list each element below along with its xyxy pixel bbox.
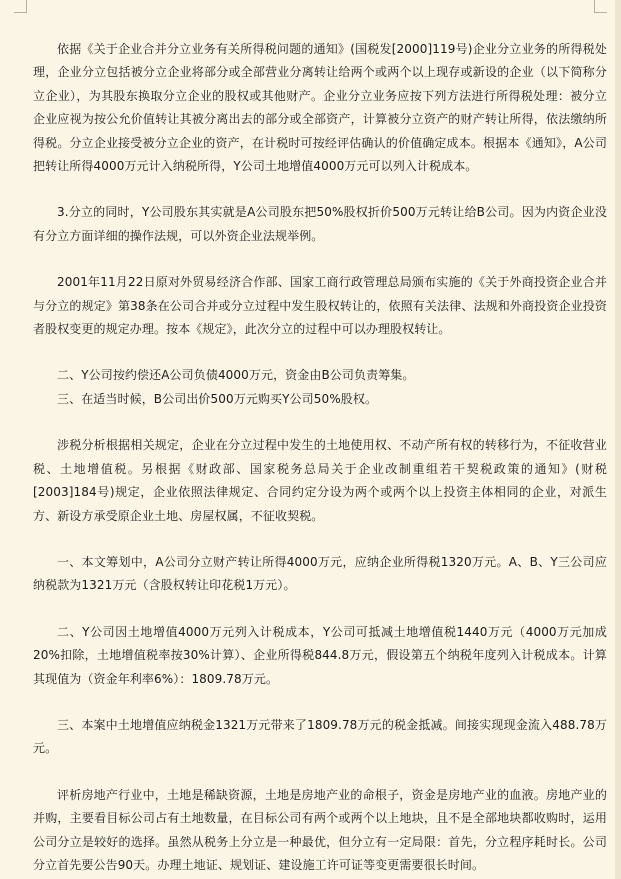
paragraph: 二、Y公司因土地增值4000万元列入计税成本，Y公司可抵减土地增值税1440万元（4000万元加成20%扣除，土地增值税率按30%计算）、企业所得税844.8万元，假设第五个纳税年度列入计税成本。计算其现值为（资金年利率6%）：1809.78万元。 bbox=[33, 624, 607, 686]
paragraph: 涉税分析根据相关规定，企业在分立过程中发生的土地使用权、不动产所有权的转移行为，不征收营业税、土地增值税。另根据《财政部、国家税务总局关于企业改制重组若干契税政策的通知》(财税[2003]184号)规定，企业依照法律规定、合同约定分设为两个或两个以上投资主体相同的企业，对派生方、新设方承受原企业土地、房屋权属，不征收契税。 bbox=[33, 438, 607, 523]
paragraph: 三、本案中土地增值应纳税金1321万元带来了1809.78万元的税金抵减。间接实现现金流入488.78万元。 bbox=[33, 717, 607, 756]
paragraph: 三、在适当时候，B公司出价500万元购买Y公司50%股权。 bbox=[57, 391, 378, 406]
paragraph: 3.分立的同时，Y公司股东其实就是A公司股东把50%股权折价500万元转让给B公司。因为内资企业没有分立方面详细的操作法规，可以外资企业法规举例。 bbox=[33, 205, 607, 243]
document-body bbox=[33, 38, 607, 877]
page-edge bbox=[615, 0, 621, 879]
paragraph: 依据《关于企业合并分立业务有关所得税问题的通知》(国税发[2000]119号)企业分立业务的所得税处理，企业分立包括被分立企业将部分或全部营业分离转让给两个或两个以上现存或新设的企业（以下简称分立企业），为其股东换取分立企业的股权或其他财产。企业分立业务应按下列方法进行所得税处理：被分立企业应视为按公允价值转让其被分离出去的部分或全部资产，计算被分立资产的财产转让所得，依法缴纳所得税。分立企业接受被分立企业的资产，在计税时可按经评估确认的价值确定成本。根据本《通知》，A公司把转让所得4000万元计入纳税所得，Y公司土地增值4000万元可以列入计税成本。 bbox=[33, 42, 607, 174]
paragraph: 2001年11月22日原对外贸易经济合作部、国家工商行政管理总局颁布实施的《关于外商投资企业合并与分立的规定》第38条在公司合并或分立过程中发生股权转让的，依照有关法律、法规和外商投资企业投资者股权变更的规定办理。按本《规定》，此次分立的过程中可以办理股权转让。 bbox=[33, 275, 607, 337]
page-corner-mark-right bbox=[594, 0, 607, 13]
paragraph: 评析房地产行业中，土地是稀缺资源，土地是房地产业的命根子，资金是房地产业的血液。房地产业的并购，主要看目标公司占有土地数量，在目标公司有两个或两个以上地块，且不是全部地块都收购时，运用公司分立是较好的选择。虽然从税务上分立是一种最优，但分立有一定局限：首先，分立程序耗时长。公司分立首先要公告90天。办理土地证、规划证、建设施工许可证等变更需要很长时间。 bbox=[33, 787, 607, 872]
paragraph: 二、Y公司按约偿还A公司负债4000万元，资金由B公司负责筹集。 bbox=[57, 368, 415, 383]
paragraph: 一、本文筹划中，A公司分立财产转让所得4000万元，应纳企业所得税1320万元。A、B、Y三公司应纳税款为1321万元（含股权转让印花税1万元）。 bbox=[33, 554, 607, 593]
page-corner-mark-left bbox=[14, 0, 27, 13]
